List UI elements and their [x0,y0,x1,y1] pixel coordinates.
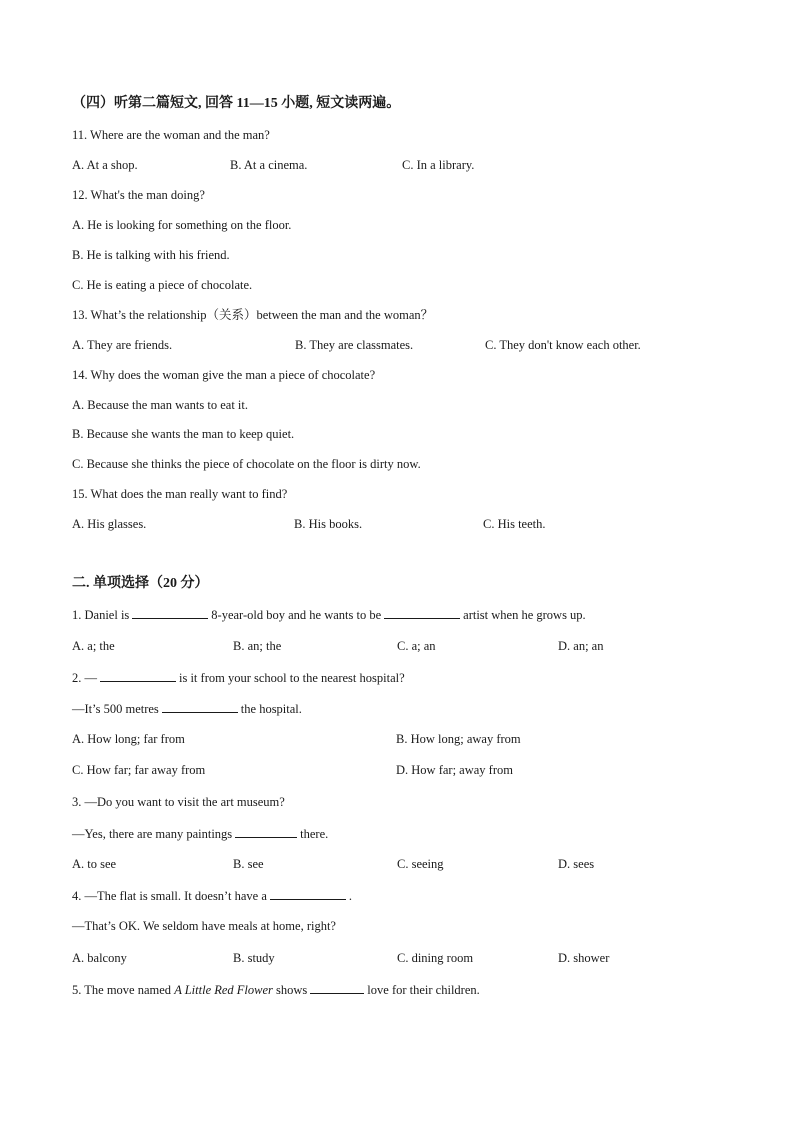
stem-text: the hospital. [240,702,302,716]
option-b: B. an; the [233,639,282,653]
question-stem: 3. —Do you want to visit the art museum? [72,795,285,809]
answer-blank [100,669,176,682]
stem-text: there. [300,827,329,841]
option-b: B. study [233,951,275,965]
option-c: C. a; an [397,639,436,653]
answer-blank [310,981,364,994]
stem-text: 8-year-old boy and he wants to be [211,608,382,622]
option-c: C. In a library. [402,158,475,172]
movie-title: A Little Red Flower [174,983,273,997]
option-c: C. They don't know each other. [485,338,641,352]
stem-text: shows [276,983,308,997]
option-c: C. seeing [397,857,444,871]
option-d: D. sees [558,857,595,871]
question-stem: 14. Why does the woman give the man a piece of chocolate? [72,368,376,382]
stem-text: 2. — [72,671,97,685]
answer-blank [235,825,297,838]
section-heading: （四）听第二篇短文, 回答 11—15 小题, 短文读两遍。 [72,96,401,111]
option-a: A. His glasses. [72,517,147,531]
option-a: A. a; the [72,639,115,653]
option-a: A. He is looking for something on the floor. [72,218,292,232]
option-c: C. He is eating a piece of chocolate. [72,278,253,292]
question-stem [72,887,352,904]
option-a: A. balcony [72,951,127,965]
option-a: A. At a shop. [72,158,138,172]
stem-text: 4. —The flat is small. It doesn’t have a [72,889,267,903]
option-b: B. see [233,857,264,871]
answer-blank [384,606,460,619]
question-stem [72,981,480,998]
section-heading: 二. 单项选择（20 分） [72,576,209,591]
option-b: B. His books. [294,517,363,531]
stem-text: 5. The move named [72,983,172,997]
option-a: A. to see [72,857,117,871]
stem-text: is it from your school to the nearest hospital? [179,671,405,685]
answer-blank [132,606,208,619]
question-stem [72,669,405,686]
option-c: C. dining room [397,951,474,965]
stem-text: —Yes, there are many paintings [72,827,233,841]
answer-blank [270,887,346,900]
stem-text: artist when he grows up. [463,608,586,622]
option-b: B. How long; away from [396,732,521,746]
option-b: B. At a cinema. [230,158,308,172]
option-a: A. Because the man wants to eat it. [72,398,248,412]
answer-blank [162,700,238,713]
stem-text: . [348,889,352,903]
option-b: B. Because she wants the man to keep quiet. [72,427,295,441]
option-a: A. How long; far from [72,732,185,746]
question-stem: 13. What’s the relationship（关系）between the man and the woman？ [72,308,434,322]
option-d: D. an; an [558,639,604,653]
question-stem: 12. What's the man doing? [72,188,205,202]
stem-text: —It’s 500 metres [72,702,159,716]
option-b: B. They are classmates. [295,338,414,352]
option-c: C. His teeth. [483,517,546,531]
option-c: C. How far; far away from [72,763,206,777]
option-d: D. shower [558,951,610,965]
option-a: A. They are friends. [72,338,173,352]
option-b: B. He is talking with his friend. [72,248,230,262]
stem-text: love for their children. [367,983,480,997]
question-stem: —That’s OK. We seldom have meals at home, right? [72,919,336,933]
question-stem [72,825,328,842]
option-d: D. How far; away from [396,763,513,777]
question-stem: 15. What does the man really want to find? [72,487,288,501]
question-stem: 11. Where are the woman and the man? [72,128,270,142]
option-c: C. Because she thinks the piece of chocolate on the floor is dirty now. [72,457,421,471]
question-stem [72,700,302,717]
stem-text: 1. Daniel is [72,608,130,622]
question-stem [72,606,586,623]
